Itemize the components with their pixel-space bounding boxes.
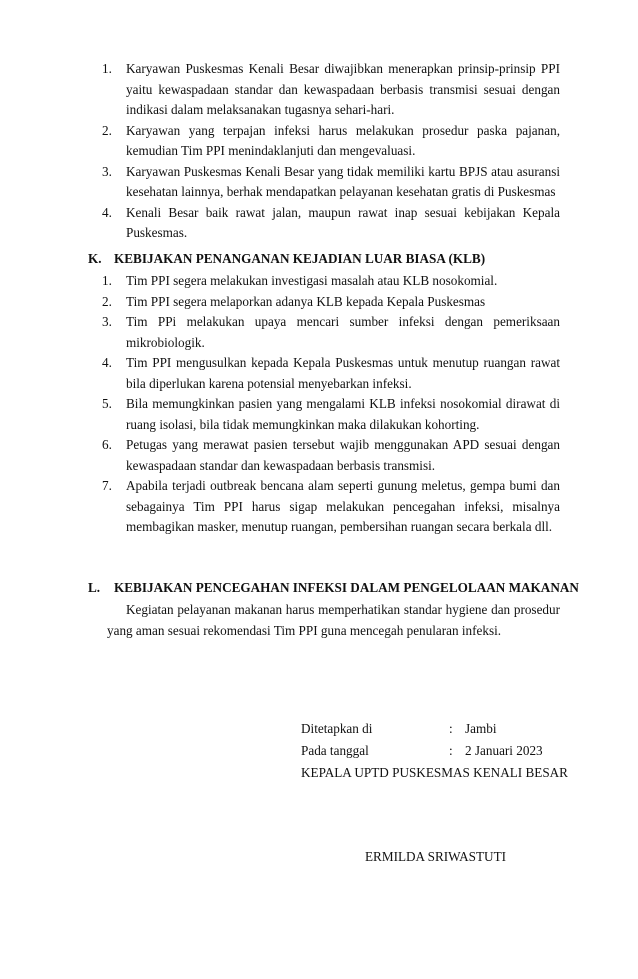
list-text: Karyawan yang terpajan infeksi harus melakukan prosedur paska pajanan, kemudian Tim PPI menindaklanjuti dan mengevaluasi.: [126, 122, 560, 158]
date-label: Pada tanggal: [301, 743, 369, 758]
list-item: [88, 271, 560, 292]
list-text: Tim PPi melakukan upaya mencari sumber infeksi dengan pemeriksaan mikrobiologik.: [126, 314, 560, 350]
list-item: [88, 59, 560, 121]
place-value: Jambi: [465, 721, 497, 736]
policy-list-continued: [88, 59, 560, 244]
list-text: Bila memungkinkan pasien yang mengalami KLB infeksi nosokomial dirawat di ruang isolasi, bila tidak memungkinkan maka dilakukan kohorting.: [126, 396, 560, 432]
list-item: [88, 394, 560, 435]
list-text: Apabila terjadi outbreak bencana alam seperti gunung meletus, gempa bumi dan sebagainya Tim PPI harus sigap melakukan pencegahan infeksi, misalnya membagikan masker, menutup ruangan, pembersihan ruangan secara berkala dll.: [126, 478, 560, 534]
section-l-heading: [88, 578, 579, 599]
section-k-heading: [88, 249, 485, 270]
signature-date-row: [301, 741, 543, 762]
list-item: [88, 435, 560, 476]
signature-position: KEPALA UPTD PUSKESMAS KENALI BESAR: [301, 765, 568, 780]
list-number: 6.: [102, 437, 112, 452]
list-item: [88, 203, 560, 244]
list-text: Petugas yang merawat pasien tersebut wajib menggunakan APD sesuai dengan kewaspadaan standar dan kewaspadaan berbasis transmisi.: [126, 437, 560, 473]
section-title: KEBIJAKAN PENANGANAN KEJADIAN LUAR BIASA (KLB): [114, 251, 486, 266]
colon: :: [449, 743, 453, 758]
date-value: 2 Januari 2023: [465, 743, 543, 758]
list-item: [88, 353, 560, 394]
list-item: [88, 476, 560, 538]
list-number: 2.: [102, 293, 112, 309]
list-number: 3.: [102, 314, 112, 329]
list-number: 5.: [102, 396, 112, 411]
list-number: 7.: [102, 478, 112, 493]
list-text: Tim PPI mengusulkan kepada Kepala Puskesmas untuk menutup ruangan rawat bila diperlukan karena potensial menyebarkan infeksi.: [126, 355, 560, 391]
list-number: 3.: [102, 163, 112, 179]
list-text: Karyawan Puskesmas Kenali Besar yang tidak memiliki kartu BPJS atau asuransi kesehatan lainnya, berhak mendapatkan pelayanan kesehatan gratis di Puskesmas: [126, 163, 560, 199]
signer-name: ERMILDA SRIWASTUTI: [365, 849, 507, 864]
list-text: Kenali Besar baik rawat jalan, maupun rawat inap sesuai kebijakan Kepala Puskesmas.: [126, 204, 560, 240]
section-k-list: [88, 271, 560, 538]
list-number: 4.: [102, 355, 112, 370]
section-title: KEBIJAKAN PENCEGAHAN INFEKSI DALAM PENGELOLAAN MAKANAN: [114, 580, 579, 595]
signature-place-row: [301, 719, 497, 740]
colon: :: [449, 721, 453, 736]
list-number: 1.: [102, 61, 112, 76]
list-item: [88, 312, 560, 353]
list-number: 2.: [102, 122, 112, 138]
list-number: 1.: [102, 273, 112, 288]
list-item: [88, 162, 560, 203]
list-item: [88, 121, 560, 162]
section-letter: L.: [88, 580, 101, 595]
list-number: 4.: [102, 204, 112, 220]
list-item: [88, 292, 560, 313]
place-label: Ditetapkan di: [301, 721, 373, 736]
list-text: Tim PPI segera melaporkan adanya KLB kepada Kepala Puskesmas: [126, 293, 486, 309]
list-text: Karyawan Puskesmas Kenali Besar diwajibkan menerapkan prinsip-prinsip PPI yaitu kewaspadaan standar dan kewaspadaan berbasis transmisi sesuai dengan indikasi dalam melaksanakan tugasnya sehari-hari.: [126, 61, 560, 117]
list-text: Tim PPI segera melakukan investigasi masalah atau KLB nosokomial.: [126, 273, 498, 288]
section-letter: K.: [88, 251, 102, 266]
section-l-paragraph: Kegiatan pelayanan makanan harus memperhatikan standar hygiene dan prosedur yang aman sesuai rekomendasi Tim PPI guna mencegah penularan infeksi.: [107, 602, 560, 638]
